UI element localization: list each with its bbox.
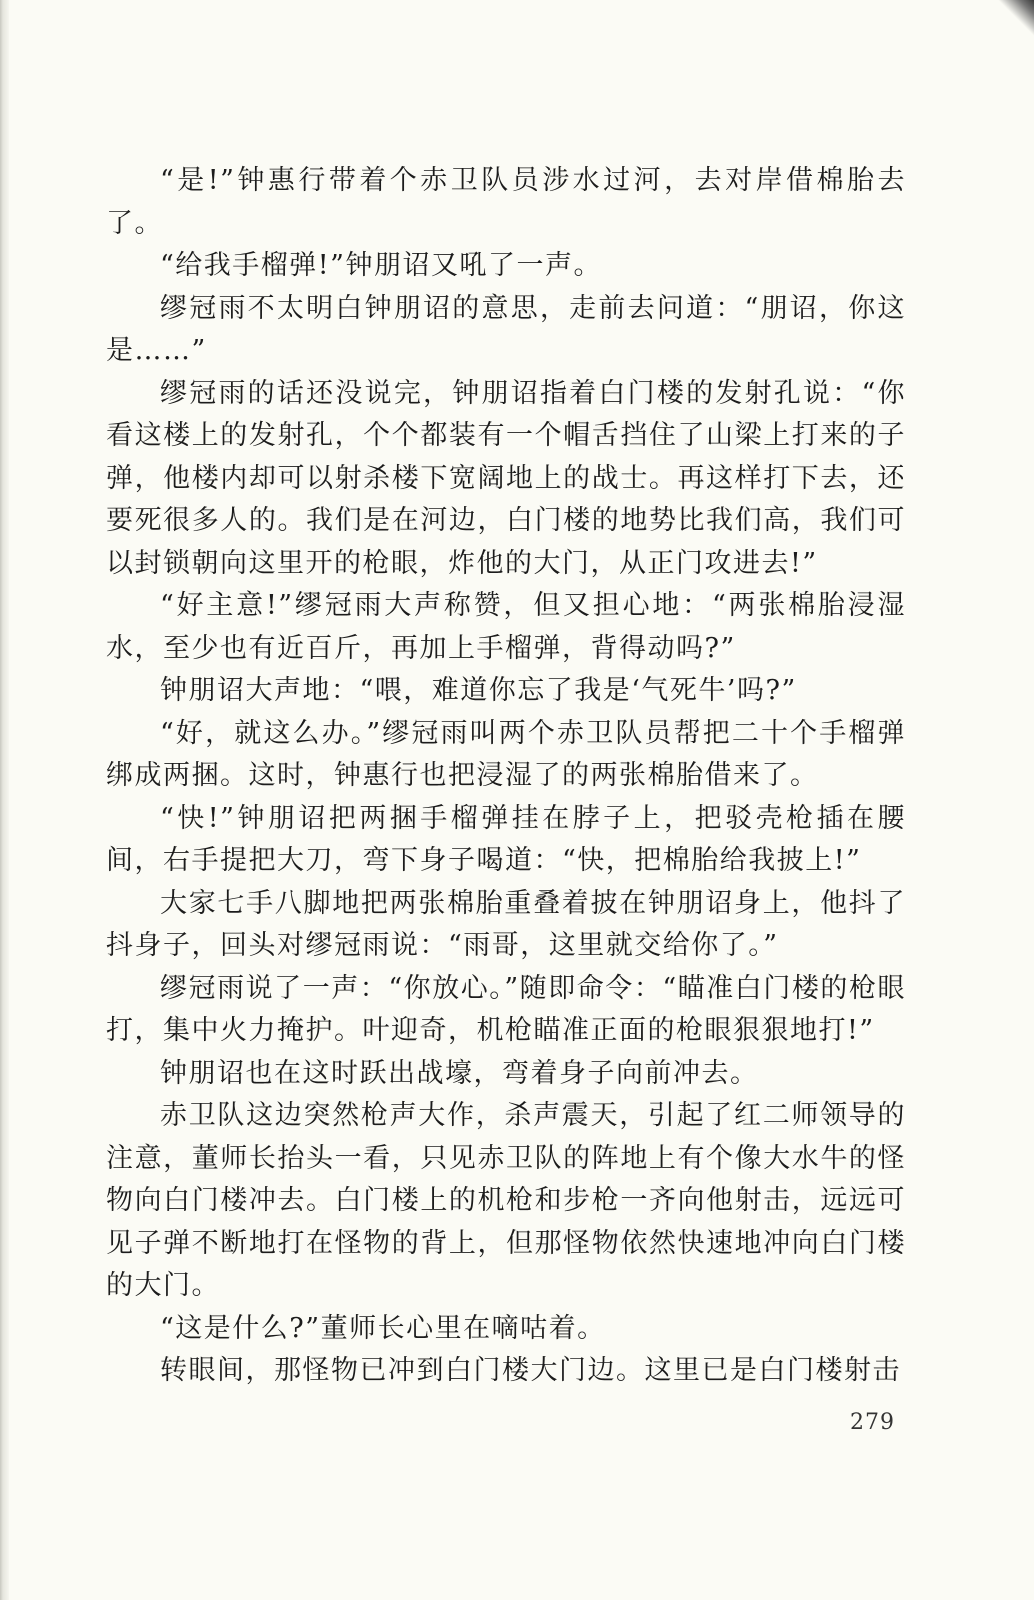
paragraph: 钟朋诏也在这时跃出战壕，弯着身子向前冲去。 (160, 1057, 759, 1089)
paragraph: “快!”钟朋诏把两捆手榴弹挂在脖子上，把驳壳枪插在腰间，右手提把大刀，弯下身子喝道：“快，把棉胎给我披上!” (106, 802, 906, 876)
page-body (106, 160, 906, 1393)
paragraph: 转眼间，那怪物已冲到白门楼大门边。这里已是白门楼射击 (160, 1355, 901, 1386)
paragraph: “好，就这么办。”缪冠雨叫两个赤卫队员帮把二十个手榴弹绑成两捆。这时，钟惠行也把浸湿了的两张棉胎借来了。 (106, 717, 906, 791)
paragraph: 缪冠雨说了一声：“你放心。”随即命令：“瞄准白门楼的枪眼打，集中火力掩护。叶迎奇，机枪瞄准正面的枪眼狠狠地打!” (106, 972, 906, 1046)
paragraph: 赤卫队这边突然枪声大作，杀声震天，引起了红二师领导的注意，董师长抬头一看，只见赤卫队的阵地上有个像大水牛的怪物向白门楼冲去。白门楼上的机枪和步枪一齐向他射击，远远可见子弹不断地打在怪物的背上，但那怪物依然快速地冲向白门楼的大门。 (106, 1100, 906, 1301)
paragraph: “给我手榴弹!”钟朋诏又吼了一声。 (160, 250, 602, 281)
paragraph: 缪冠雨不太明白钟朋诏的意思，走前去问道：“朋诏，你这是……” (106, 292, 906, 366)
paragraph: 大家七手八脚地把两张棉胎重叠着披在钟朋诏身上，他抖了抖身子，回头对缪冠雨说：“雨哥，这里就交给你了。” (106, 887, 906, 961)
page-left-edge (0, 0, 9, 1600)
paragraph: “是!”钟惠行带着个赤卫队员涉水过河，去对岸借棉胎去了。 (106, 165, 906, 239)
paragraph: 缪冠雨的话还没说完，钟朋诏指着白门楼的发射孔说：“你看这楼上的发射孔，个个都装有一个帽舌挡住了山梁上打来的子弹，他楼内却可以射杀楼下宽阔地上的战士。再这样打下去，还要死很多人的。我们是在河边，白门楼的地势比我们高，我们可以封锁朝向这里开的枪眼，炸他的大门，从正门攻进去!” (106, 377, 906, 579)
page-corner-shadow (994, 0, 1034, 40)
paragraph: 钟朋诏大声地：“喂，难道你忘了我是‘气死牛’吗?” (160, 675, 797, 706)
paragraph: “好主意!”缪冠雨大声称赞，但又担心地：“两张棉胎浸湿水，至少也有近百斤，再加上手榴弹，背得动吗?” (106, 590, 906, 664)
page-number: 279 (850, 1410, 895, 1435)
paragraph: “这是什么?”董师长心里在嘀咕着。 (160, 1312, 606, 1344)
